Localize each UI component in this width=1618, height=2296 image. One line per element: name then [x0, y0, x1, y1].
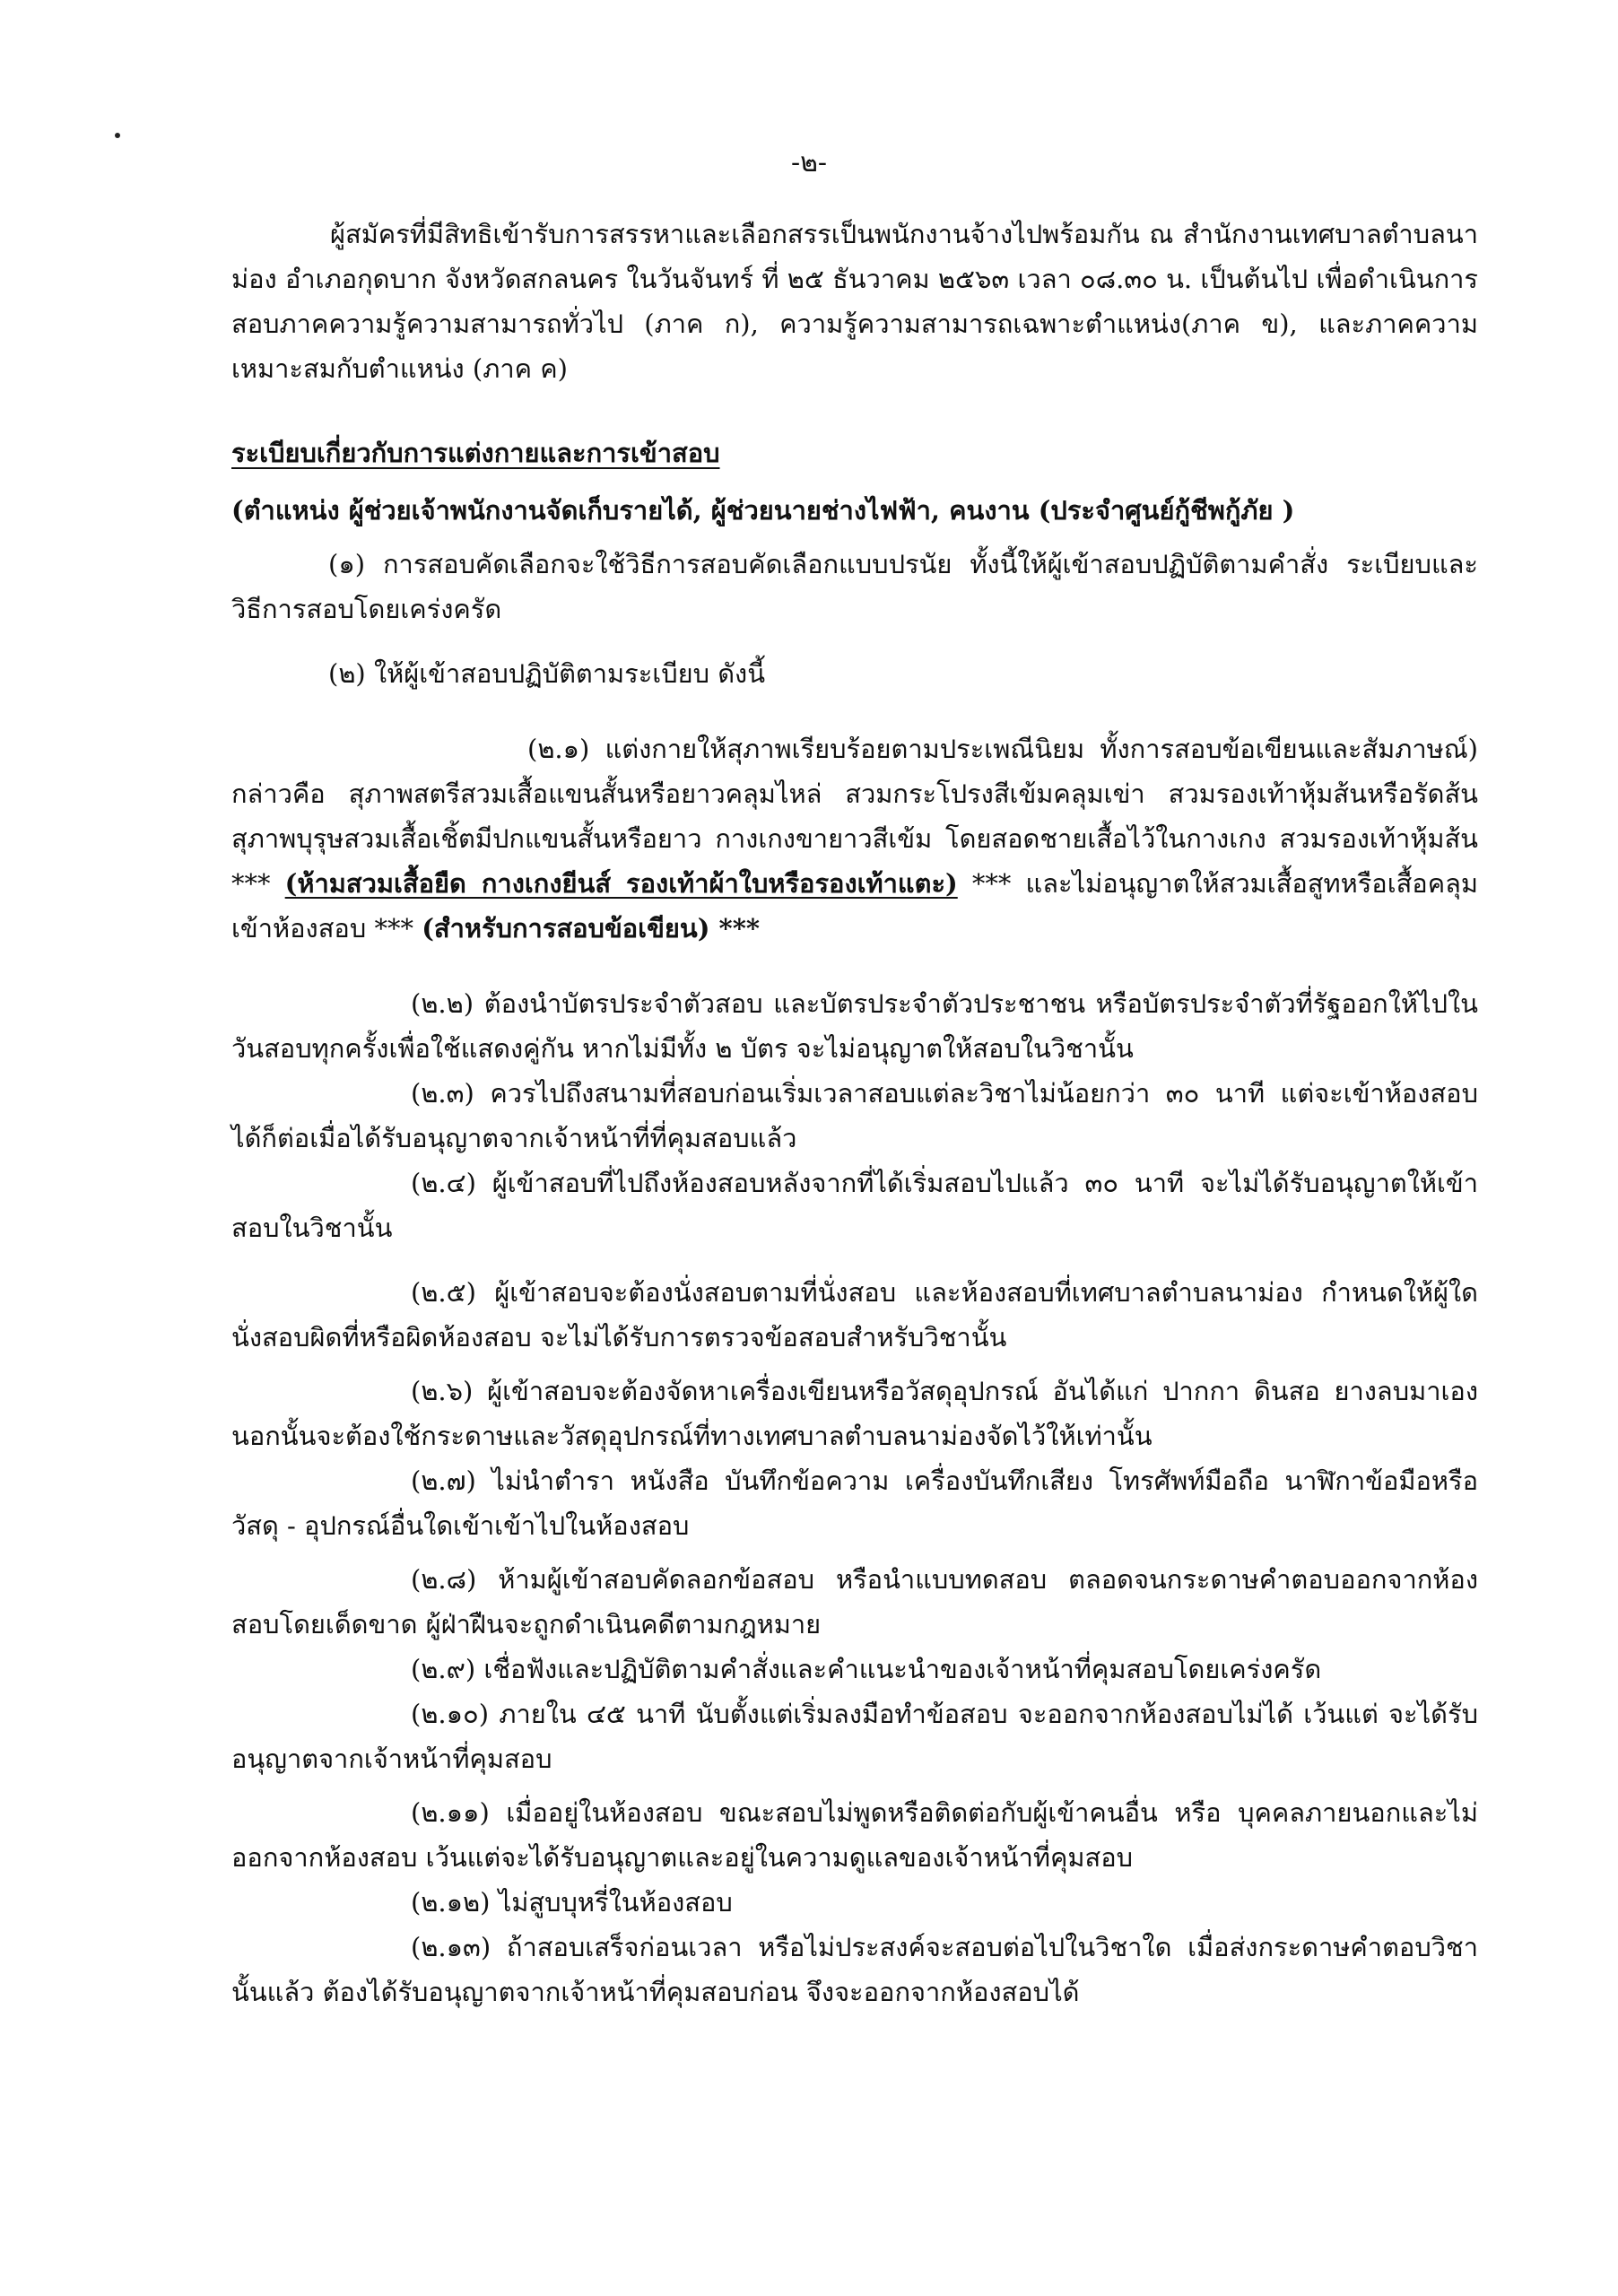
rule-2-10: (๒.๑๐) ภายใน ๔๕ นาที นับตั้งแต่เริ่มลงมือทำข้อสอบ จะออกจากห้องสอบไม่ได้ เว้นแต่ จะได้รับอนุญาตจากเจ้าหน้าที่คุมสอบ — [231, 1699, 1478, 1774]
section-heading: ระเบียบเกี่ยวกับการแต่งกายและการเข้าสอบ — [231, 438, 720, 468]
rule-2-11: (๒.๑๑) เมื่ออยู่ในห้องสอบ ขณะสอบไม่พูดหรือติดต่อกับผู้เข้าคนอื่น หรือ บุคคลภายนอกและไม่ออกจากห้องสอบ เว้นแต่จะได้รับอนุญาตและอยู่ในความดูแลของเจ้าหน้าที่คุมสอบ — [231, 1797, 1478, 1873]
intro-paragraph: ผู้สมัครที่มีสิทธิเข้ารับการสรรหาและเลือกสรรเป็นพนักงานจ้างไปพร้อมกัน ณ สำนักงานเทศบาลตำบลนาม่อง อำเภอกุดบาก จังหวัดสกลนคร ในวันจันทร์ ที่ ๒๕ ธันวาคม ๒๕๖๓ เวลา ๐๘.๓๐ น. เป็นต้นไป เพื่อดำเนินการสอบภาคความรู้ความสามารถทั่วไป (ภาค ก), ความรู้ความสามารถเฉพาะตำแหน่ง(ภาค ข), และภาคความเหมาะสมกับตำแหน่ง (ภาค ค) — [231, 219, 1478, 384]
rule-2-6: (๒.๖) ผู้เข้าสอบจะต้องจัดหาเครื่องเขียนหรือวัสดุอุปกรณ์ อันได้แก่ ปากกา ดินสอ ยางลบมาเอง นอกนั้นจะต้องใช้กระดาษและวัสดุอุปกรณ์ที่ทางเทศบาลตำบลนาม่องจัดไว้ให้เท่านั้น — [231, 1376, 1478, 1451]
page-number: -๒- — [790, 147, 828, 178]
rule-2: (๒) ให้ผู้เข้าสอบปฏิบัติตามระเบียบ ดังนี้ — [328, 658, 766, 689]
rule-2-1-note: (สำหรับการสอบข้อเขียน) *** — [422, 913, 761, 944]
rule-2-2: (๒.๒) ต้องนำบัตรประจำตัวสอบ และบัตรประจำตัวประชาชน หรือบัตรประจำตัวที่รัฐออกให้ไปในวันสอบทุกครั้งเพื่อใช้แสดงคู่กัน หากไม่มีทั้ง ๒ บัตร จะไม่อนุญาตให้สอบในวิชานั้น — [231, 988, 1478, 1064]
rule-2-7: (๒.๗) ไม่นำตำรา หนังสือ บันทึกข้อความ เครื่องบันทึกเสียง โทรศัพท์มือถือ นาฬิกาข้อมือหรือวัสดุ - อุปกรณ์อื่นใดเข้าเข้าไปในห้องสอบ — [231, 1465, 1478, 1541]
rule-2-1-text: (๒.๑) แต่งกายให้สุภาพเรียบร้อยตามประเพณีนิยม ทั้งการสอบข้อเขียนและสัมภาษณ์) กล่าวคือ สุภาพสตรีสวมเสื้อแขนสั้นหรือยาวคลุมไหล่ สวมกระโปรงสีเข้มคลุมเข่า สวมรองเท้าหุ้มส้นหรือรัดส้น สุภาพบุรุษสวมเสื้อเชิ้ตมีปกแขนสั้นหรือยาว กางเกงขายาวสีเข้ม โดยสอดชายเสื้อไว้ในกางเกง สวมรองเท้าหุ้มส้น *** — [231, 734, 1478, 899]
rule-2-3: (๒.๓) ควรไปถึงสนามที่สอบก่อนเริ่มเวลาสอบแต่ละวิชาไม่น้อยกว่า ๓๐ นาที แต่จะเข้าห้องสอบได้ก็ต่อเมื่อได้รับอนุญาตจากเจ้าหน้าที่ที่คุมสอบแล้ว — [231, 1078, 1478, 1153]
rule-2-4: (๒.๔) ผู้เข้าสอบที่ไปถึงห้องสอบหลังจากที่ได้เริ่มสอบไปแล้ว ๓๐ นาที จะไม่ได้รับอนุญาตให้เข้าสอบในวิชานั้น — [231, 1168, 1478, 1243]
positions-heading: (ตำแหน่ง ผู้ช่วยเจ้าพนักงานจัดเก็บรายได้, ผู้ช่วยนายช่างไฟฟ้า, คนงาน (ประจำศูนย์กู้ชีพกู้ภัย ) — [231, 495, 1295, 526]
rule-2-1-after: *** และไม่อนุญาตให้สวมเสื้อสูทหรือเสื้อคลุมเข้าห้องสอบ *** — [231, 868, 1479, 944]
rule-1: (๑) การสอบคัดเลือกจะใช้วิธีการสอบคัดเลือกแบบปรนัย ทั้งนี้ให้ผู้เข้าสอบปฏิบัติตามคำสั่ง ระเบียบและวิธีการสอบโดยเคร่งครัด — [231, 549, 1478, 624]
document-body — [231, 212, 1478, 2014]
rule-2-9: (๒.๙) เชื่อฟังและปฏิบัติตามคำสั่งและคำแนะนำของเจ้าหน้าที่คุมสอบโดยเคร่งครัด — [411, 1654, 1322, 1684]
rule-2-1 — [231, 726, 1478, 951]
rule-2-5: (๒.๕) ผู้เข้าสอบจะต้องนั่งสอบตามที่นั่งสอบ และห้องสอบที่เทศบาลตำบลนาม่อง กำหนดให้ผู้ใดนั่งสอบผิดที่หรือผิดห้องสอบ จะไม่ได้รับการตรวจข้อสอบสำหรับวิชานั้น — [231, 1277, 1478, 1352]
rule-2-8: (๒.๘) ห้ามผู้เข้าสอบคัดลอกข้อสอบ หรือนำแบบทดสอบ ตลอดจนกระดาษคำตอบออกจากห้องสอบโดยเด็ดขาด ผู้ฝ่าฝืนจะถูกดำเนินคดีตามกฎหมาย — [231, 1564, 1478, 1639]
scan-speck — [115, 133, 120, 138]
rule-2-1-warning: (ห้ามสวมเสื้อยืด กางเกงยีนส์ รองเท้าผ้าใบหรือรองเท้าแตะ) — [284, 868, 958, 899]
rule-2-12: (๒.๑๒) ไม่สูบบุหรี่ในห้องสอบ — [411, 1887, 733, 1918]
rule-2-13: (๒.๑๓) ถ้าสอบเสร็จก่อนเวลา หรือไม่ประสงค์จะสอบต่อไปในวิชาใด เมื่อส่งกระดาษคำตอบวิชานั้นแล้ว ต้องได้รับอนุญาตจากเจ้าหน้าที่คุมสอบก่อน จึงจะออกจากห้องสอบได้ — [231, 1932, 1478, 2007]
